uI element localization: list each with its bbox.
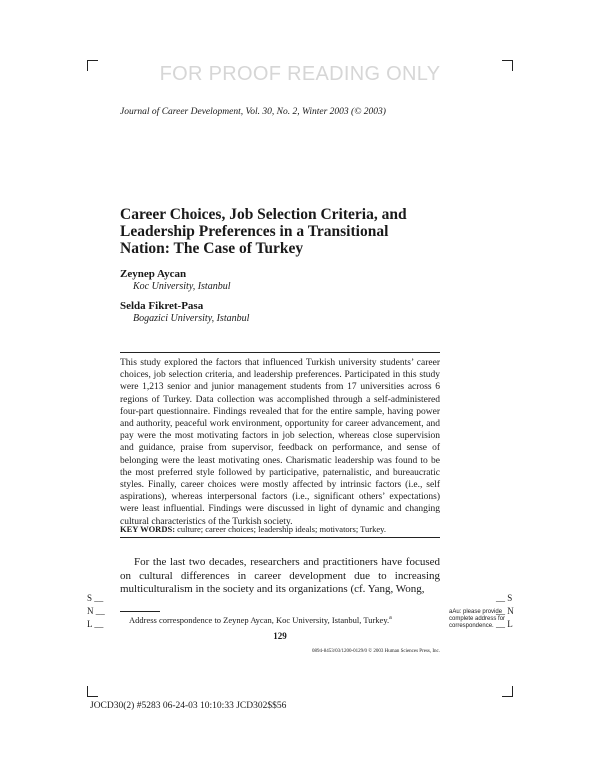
journal-citation: Journal of Career Development, Vol. 30, No. 2, Winter 2003 (© 2003) — [120, 107, 386, 117]
abstract-text: This study explored the factors that influenced Turkish university students’ career choices, job selection criteria, and leadership preferences. Participated in this study were 1,213 senior and junior management students from 17 universities across 6 regions of Turkey. Data collection was accomplished through a self-administered four-part questionnaire. Findings revealed that for the entire sample, having power and authority, peaceful work environment, opportunity for career advancement, and pay were the most motivating factors in job selection, whereas close supervision and guidance, praise from supervisor, feedback on performance, and sense of belonging were the least motivating ones. Charismatic leadership was found to be the most preferred style followed by participative, paternalistic, and bureaucratic styles. Finally, career choices were mostly affected by intrinsic factors (i.e., self aspirations), whereas interpersonal factors (i.e., significant others’ expectations) were least influential. Findings were discussed in light of dynamic and changing cultural characteristics of the Turkish society. — [120, 358, 440, 527]
correspondence-footnote — [129, 615, 392, 625]
title-line: Career Choices, Job Selection Criteria, and — [120, 206, 407, 223]
keywords-list: culture; career choices; leadership ideals; motivators; Turkey. — [177, 524, 386, 534]
article-title — [120, 206, 460, 257]
footnote-text: Address correspondence to Zeynep Aycan, Koc University, Istanbul, Turkey. — [129, 615, 390, 625]
copyright-line: 0894-8453/03/1200-0129/0 © 2003 Human Sciences Press, Inc. — [312, 649, 440, 654]
keywords-line — [120, 524, 450, 534]
footnote-marker: a — [389, 615, 392, 622]
title-line: Leadership Preferences in a Transitional — [120, 223, 389, 240]
margin-mark: __ N — [496, 606, 514, 616]
crop-mark-bottom-right — [502, 686, 513, 697]
page-number: 129 — [273, 631, 287, 641]
abstract-bottom-rule — [120, 537, 440, 538]
author-name: Selda Fikret-Pasa — [120, 300, 204, 312]
body-paragraph: For the last two decades, researchers and practitioners have focused on cultural differences in career development due to increasing multiculturalism in the society and its organizations (cf. Yang, Wong, — [120, 556, 440, 595]
margin-mark: __ S — [496, 593, 513, 603]
margin-marks-left — [87, 592, 105, 631]
author-affiliation: Koc University, Istanbul — [133, 281, 231, 292]
job-slug-line: JOCD30(2) #5283 06-24-03 10:10:33 JCD302$$56 — [90, 701, 287, 711]
abstract-top-rule — [120, 352, 440, 353]
author-affiliation: Bogazici University, Istanbul — [133, 313, 250, 324]
margin-mark: N __ — [87, 606, 105, 616]
proof-watermark: FOR PROOF READING ONLY — [159, 63, 441, 85]
title-line: Nation: The Case of Turkey — [120, 240, 304, 257]
margin-mark: L __ — [87, 619, 104, 629]
margin-mark: S __ — [87, 593, 104, 603]
author-query-note: aAu: please provide complete address for correspondence. — [449, 609, 506, 629]
keywords-label: KEY WORDS: — [120, 524, 176, 534]
author-name: Zeynep Aycan — [120, 268, 187, 280]
margin-mark: __ L — [496, 619, 513, 629]
crop-mark-bottom-left — [87, 686, 98, 697]
footnote-rule — [120, 611, 160, 612]
